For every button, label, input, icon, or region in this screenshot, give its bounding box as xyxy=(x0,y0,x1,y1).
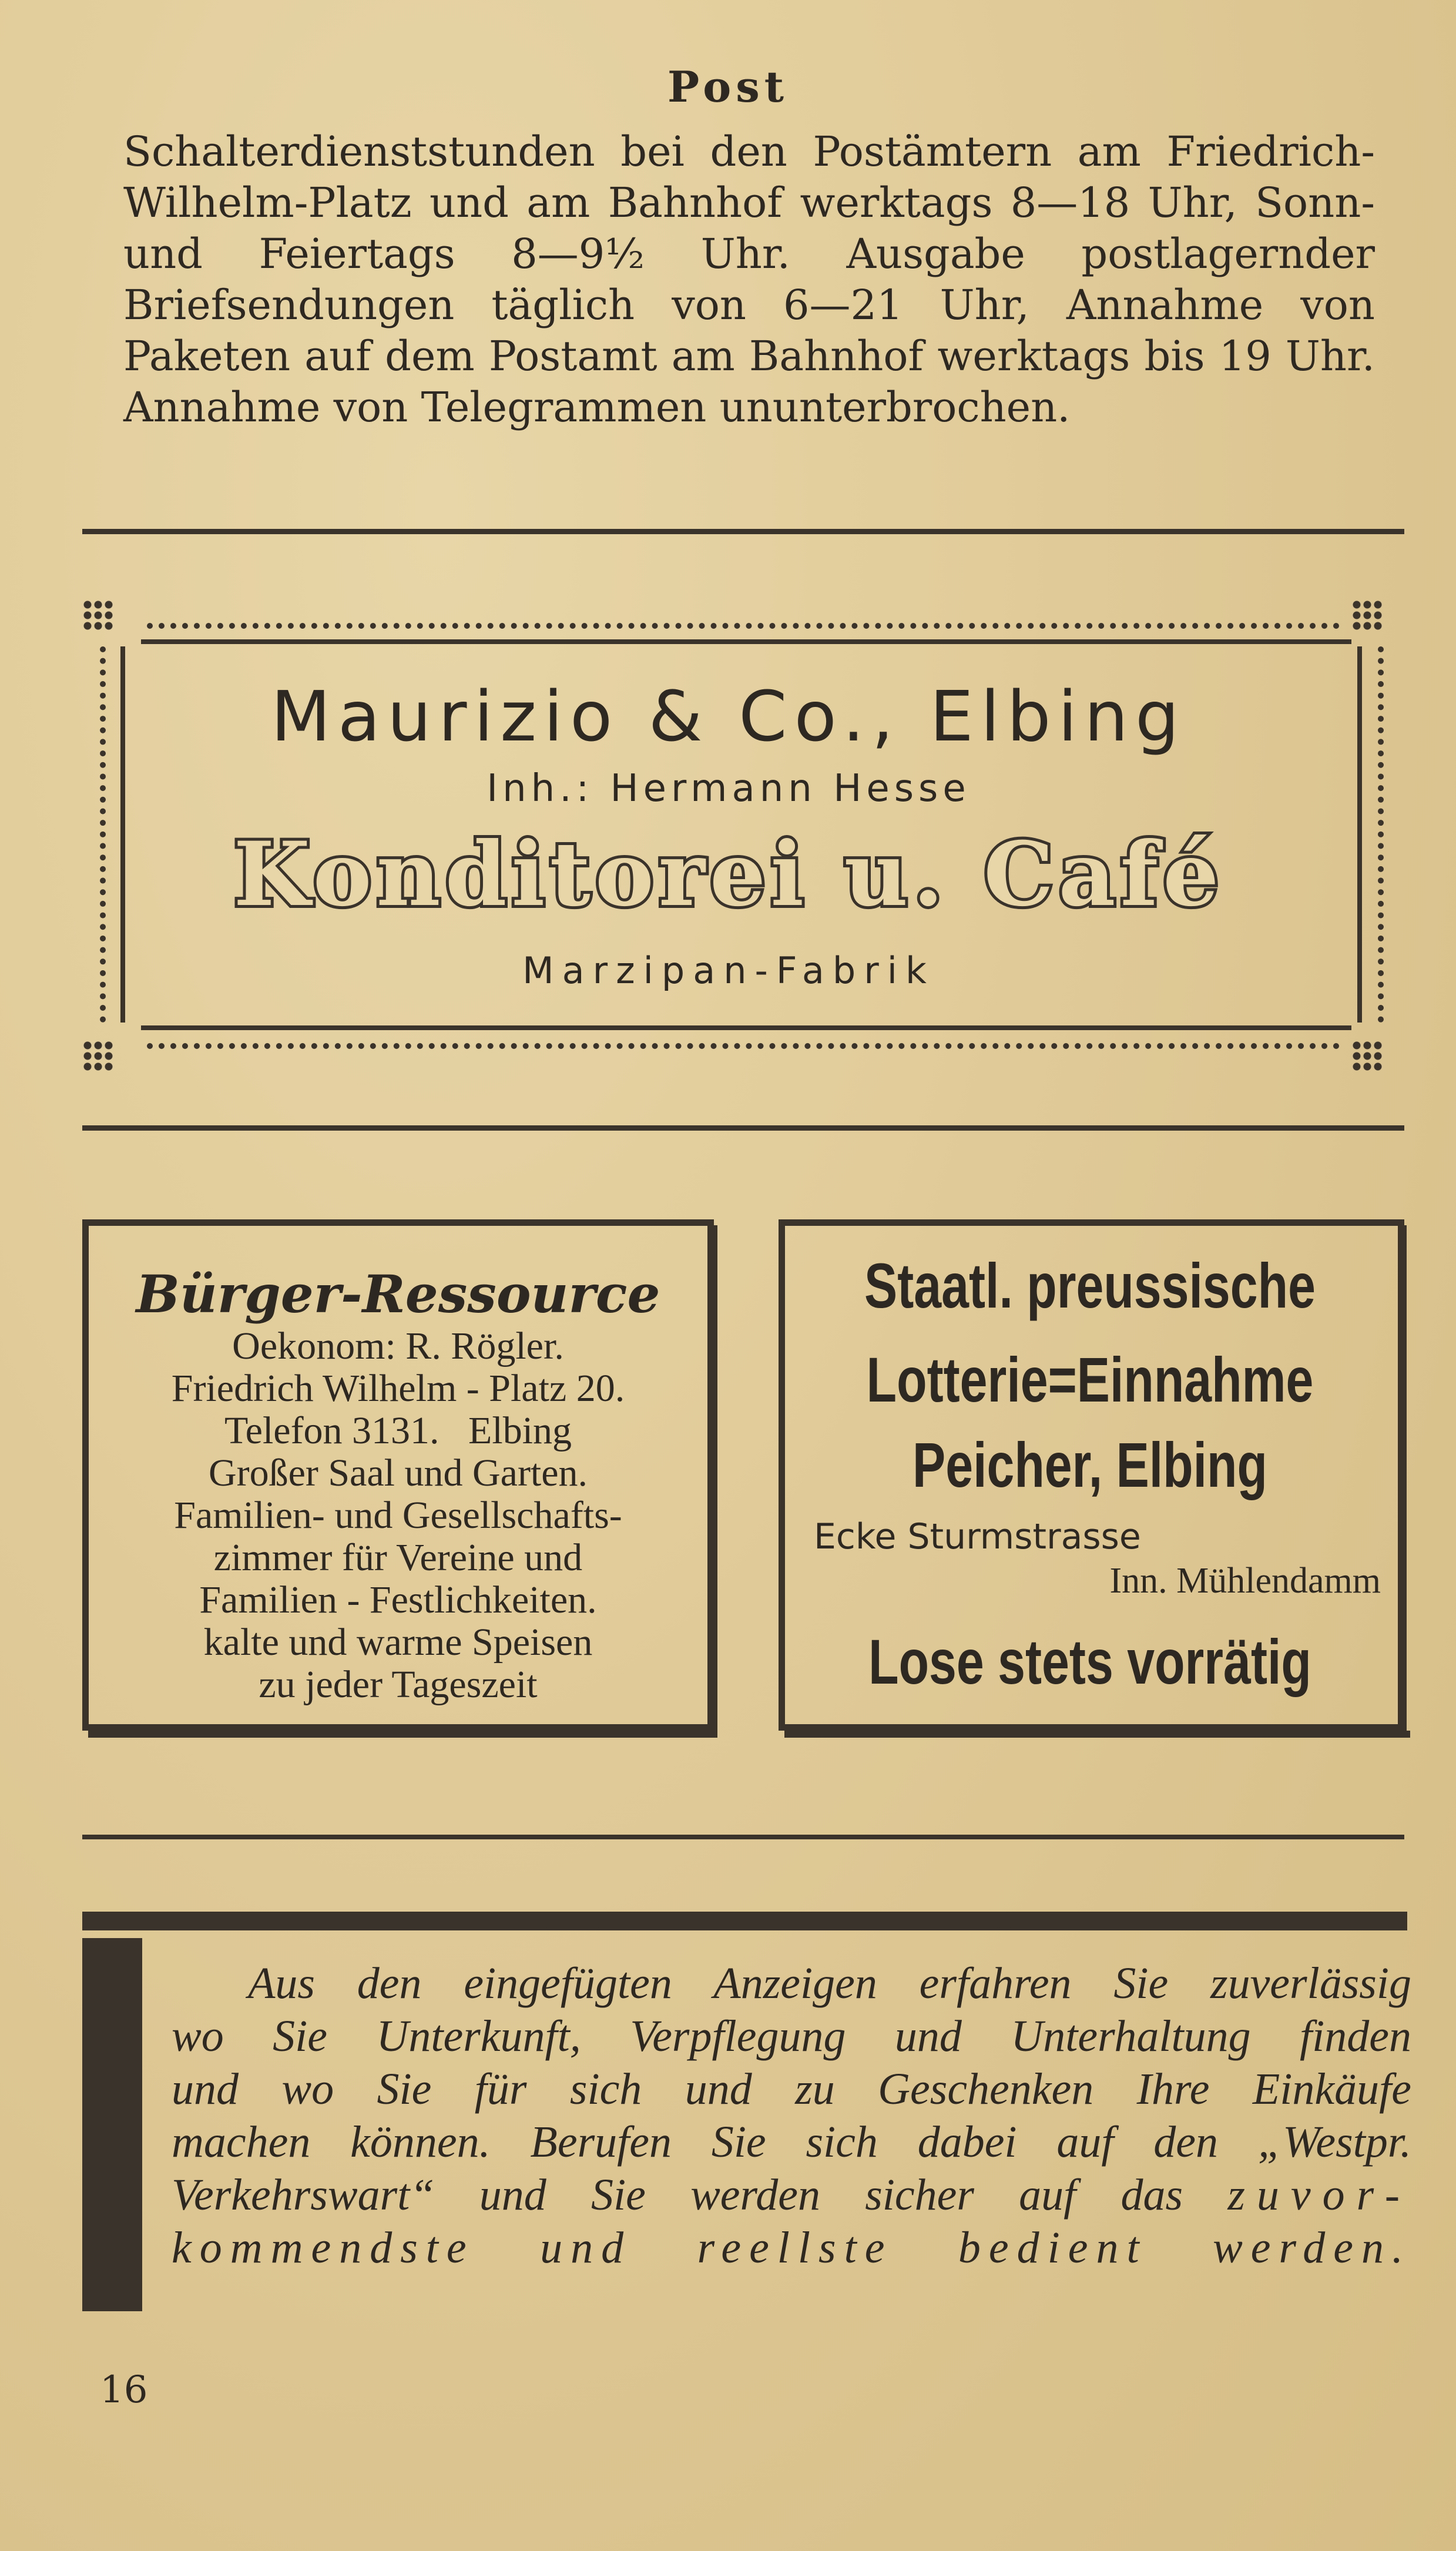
maurizio-product: Marzipan-Fabrik xyxy=(522,949,935,992)
frame-dotted-right xyxy=(1378,646,1384,1023)
lotterie-line-3: Peicher, Elbing xyxy=(912,1429,1267,1500)
lotterie-corner: Inn. Mühlendamm xyxy=(1109,1561,1381,1601)
frame-line-left xyxy=(120,646,125,1023)
page-number: 16 xyxy=(100,2368,148,2412)
lotterie-slogan: Lose stets vorrätig xyxy=(868,1626,1311,1697)
separator-rule xyxy=(82,529,1404,534)
notice-line: wo Sie Unterkunft, Verpflegung und Unterhaltung finden xyxy=(172,2012,1411,2061)
separator-rule xyxy=(82,1125,1404,1131)
frame-corner-ornament xyxy=(1351,1040,1383,1072)
notice-line-spaced: zuvor- xyxy=(1227,2170,1412,2220)
notice-line: Aus den eingefügten Anzeigen erfahren Sie zuverlässig xyxy=(248,1959,1411,2008)
buerger-line: zu jeder Tageszeit xyxy=(259,1663,538,1706)
lotterie-frame-shadow xyxy=(1398,1225,1407,1737)
buerger-line: Familien - Festlichkeiten. xyxy=(199,1578,597,1621)
post-heading: Post xyxy=(667,62,789,112)
frame-line-bottom xyxy=(141,1025,1351,1030)
buerger-line: Telefon 3131. Elbing xyxy=(224,1409,572,1452)
buerger-line: Friedrich Wilhelm - Platz 20. xyxy=(171,1367,625,1410)
notice-side-bar xyxy=(82,1938,142,2311)
post-hours-paragraph: Schalterdienststunden bei den Postämtern am Friedrich-Wilhelm-Platz und am Bahnhof werktags 8—18 Uhr, Sonn- und Feiertags 8—9½ Uhr. Ausgabe postlagernder Briefsendungen täglich von 6—21 Uhr, Annahme von Paketen auf dem Postamt am Bahnhof werktags bis 19 Uhr. Annahme von Telegrammen ununterbrochen. xyxy=(123,128,1375,431)
frame-corner-ornament xyxy=(82,1040,114,1072)
buerger-line: Familien- und Gesellschafts- xyxy=(174,1494,622,1537)
frame-dotted-bottom xyxy=(147,1043,1340,1049)
lotterie-line-1: Staatl. preussische xyxy=(864,1250,1316,1321)
frame-dotted-top xyxy=(147,623,1340,629)
frame-dotted-left xyxy=(100,646,106,1023)
buerger-line: Großer Saal und Garten. xyxy=(208,1452,588,1494)
separator-rule xyxy=(82,1835,1404,1839)
lotterie-frame-shadow xyxy=(784,1731,1410,1738)
notice-top-bar xyxy=(82,1912,1407,1930)
buerger-frame-shadow xyxy=(88,1731,717,1738)
frame-line-right xyxy=(1357,646,1362,1023)
notice-line: machen können. Berufen Sie sich dabei auf den „Westpr. xyxy=(172,2117,1411,2167)
buerger-line: kalte und warme Speisen xyxy=(203,1621,593,1664)
buerger-frame-shadow xyxy=(708,1225,717,1737)
buerger-details xyxy=(88,1325,708,1706)
frame-line-top xyxy=(141,639,1351,644)
maurizio-title: Maurizio & Co., Elbing xyxy=(271,676,1186,757)
buerger-line: Oekonom: R. Rögler. xyxy=(232,1325,564,1367)
notice-text xyxy=(172,1957,1411,2274)
post-hours-text xyxy=(123,126,1375,433)
buerger-line: zimmer für Vereine und xyxy=(213,1536,583,1579)
frame-corner-ornament xyxy=(82,599,114,631)
maurizio-owner: Inh.: Hermann Hesse xyxy=(487,767,971,810)
notice-line-part: Verkehrswart“ und Sie werden sicher auf das xyxy=(172,2170,1183,2220)
lotterie-street: Ecke Sturmstrasse xyxy=(814,1516,1141,1557)
notice-line: und wo Sie für sich und zu Geschenken Ihre Einkäufe xyxy=(172,2064,1411,2114)
frame-corner-ornament xyxy=(1351,599,1383,631)
notice-line-spaced: kommendste und reellste bedient werden. xyxy=(172,2223,1411,2272)
buerger-title: Bürger-Ressource xyxy=(136,1263,660,1325)
maurizio-business: Konditorei u. Café xyxy=(233,823,1224,926)
notice-line xyxy=(172,2168,1411,2221)
lotterie-line-2: Lotterie=Einnahme xyxy=(866,1344,1314,1415)
